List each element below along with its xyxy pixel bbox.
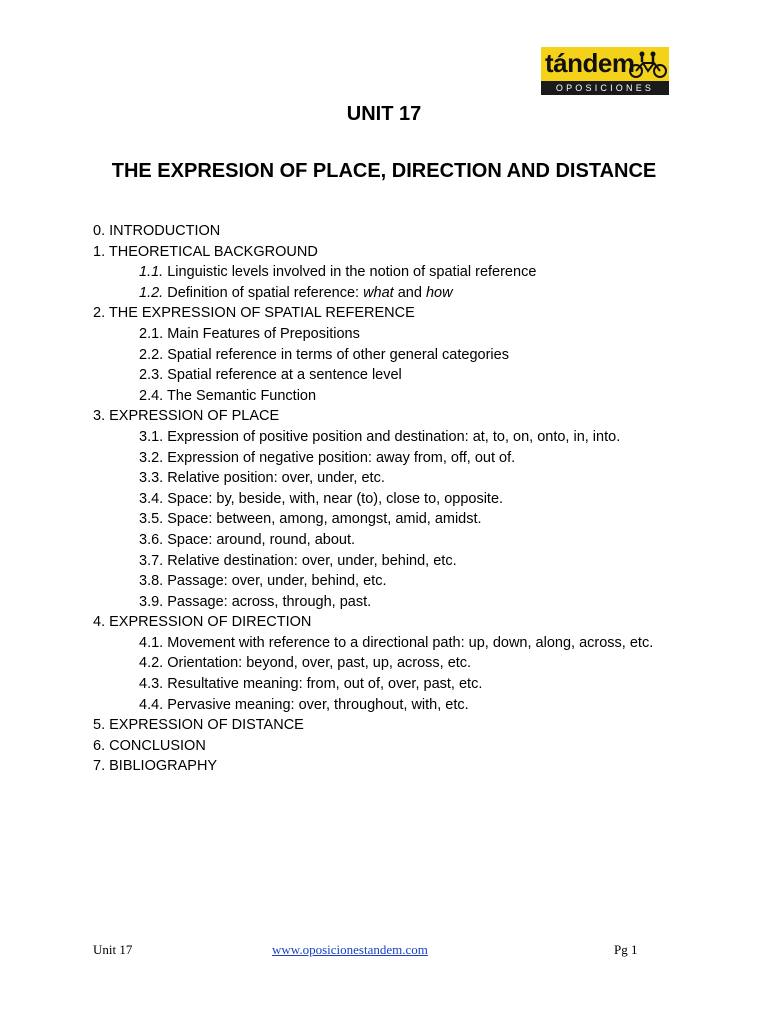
table-of-contents	[93, 221, 667, 777]
toc-subitem: 3.6. Space: around, round, about.	[139, 531, 356, 548]
toc-subitem: 2.2. Spatial reference in terms of other general categories	[139, 346, 509, 363]
toc-item: 1. THEORETICAL BACKGROUND	[93, 243, 318, 260]
toc-item: 4. EXPRESSION OF DIRECTION	[93, 614, 312, 631]
logo-wordmark: tándem	[545, 48, 635, 78]
toc-item: 3. EXPRESSION OF PLACE	[93, 408, 280, 425]
footer-unit-label: Unit 17	[93, 942, 133, 957]
toc-subitem: 2.1. Main Features of Prepositions	[139, 325, 360, 342]
toc-subitem: 4.4. Pervasive meaning: over, throughout, with, etc.	[139, 696, 469, 713]
page-title: THE EXPRESION OF PLACE, DIRECTION AND DISTANCE	[111, 160, 657, 182]
toc-subitem-text: Linguistic levels involved in the notion of spatial reference	[163, 264, 537, 281]
toc-item: 7. BIBLIOGRAPHY	[93, 758, 218, 775]
unit-heading: UNIT 17	[346, 103, 422, 125]
toc-subitem: 4.3. Resultative meaning: from, out of, over, past, etc.	[139, 676, 483, 693]
toc-subitem-number: 1.1.	[139, 264, 164, 281]
toc-subitem: 3.4. Space: by, beside, with, near (to), close to, opposite.	[139, 490, 504, 507]
toc-subitem-text: and	[393, 284, 426, 301]
toc-item: 6. CONCLUSION	[93, 737, 206, 754]
footer-page-number: Pg 1	[614, 942, 638, 957]
toc-subitem: 4.2. Orientation: beyond, over, past, up, across, etc.	[139, 655, 472, 672]
toc-subitem: 3.2. Expression of negative position: away from, off, out of.	[139, 449, 516, 466]
toc-emphasis-what: what	[363, 284, 394, 301]
logo-yellow-band	[541, 47, 669, 81]
toc-subitem: 3.5. Space: between, among, amongst, amid, amidst.	[139, 511, 482, 528]
toc-item: 5. EXPRESSION OF DISTANCE	[93, 717, 304, 734]
toc-subitem	[93, 283, 667, 304]
footer-website-link[interactable]: www.oposicionestandem.com	[272, 942, 428, 957]
toc-subitem: 3.8. Passage: over, under, behind, etc.	[139, 573, 387, 590]
toc-subitem: 3.3. Relative position: over, under, etc.	[139, 470, 385, 487]
toc-subitem: 3.7. Relative destination: over, under, behind, etc.	[139, 552, 457, 569]
toc-subitem-text: Definition of spatial reference:	[163, 284, 364, 301]
toc-item: 2. THE EXPRESSION OF SPATIAL REFERENCE	[93, 305, 415, 322]
brand-logo	[541, 47, 669, 96]
logo-subtitle: OPOSICIONES	[541, 81, 669, 95]
toc-subitem-number: 1.2.	[139, 284, 164, 301]
toc-subitem: 4.1. Movement with reference to a directional path: up, down, along, across, etc.	[139, 634, 654, 651]
toc-subitem	[93, 262, 667, 283]
tandem-bike-icon	[629, 50, 667, 78]
toc-subitem: 3.1. Expression of positive position and destination: at, to, on, onto, in, into.	[139, 428, 621, 445]
toc-subitem: 3.9. Passage: across, through, past.	[139, 593, 372, 610]
toc-subitem: 2.3. Spatial reference at a sentence level	[139, 367, 402, 384]
toc-subitem: 2.4. The Semantic Function	[139, 387, 317, 404]
toc-emphasis-how: how	[425, 284, 453, 301]
toc-item: 0. INTRODUCTION	[93, 223, 221, 239]
